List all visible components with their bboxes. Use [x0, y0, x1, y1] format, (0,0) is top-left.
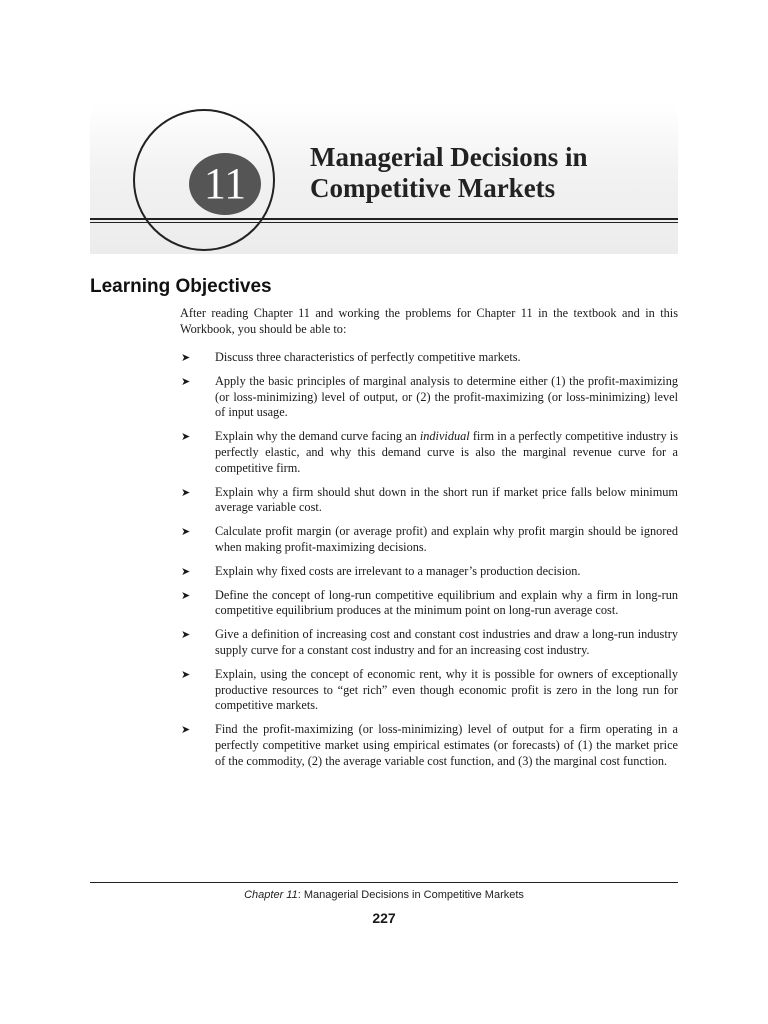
- objective-text: Give a definition of increasing cost and constant cost industries and draw a long-run industry supply curve for a constant cost industry and for an increasing cost industry.: [215, 627, 678, 657]
- objective-text: Find the profit-maximizing (or loss-minimizing) level of output for a firm operating in a perfectly competitive market using empirical estimates (or forecasts) of (1) the market price of the commodity, (2) the average variable cost function, and (3) the marginal cost function.: [215, 722, 678, 768]
- chapter-number-badge: [189, 153, 261, 215]
- objective-item: [180, 524, 678, 556]
- objective-text: Define the concept of long-run competitive equilibrium and explain why a firm in long-run competitive equilibrium produces at the minimum point on long-run average cost.: [215, 587, 678, 618]
- footer-chapter-title: : Managerial Decisions in Competitive Markets: [297, 889, 524, 901]
- chapter-title-line-2: Competitive Markets: [310, 173, 556, 203]
- objective-item: [180, 485, 678, 517]
- objective-item: [180, 627, 678, 659]
- arrow-bullet-icon: ➤: [181, 525, 191, 539]
- objective-item: [180, 429, 678, 476]
- objective-text: Explain, using the concept of economic rent, why it is possible for owners of exceptionally productive resources to “get rich” even though economic profit is zero in the long run for competitive markets.: [215, 666, 678, 713]
- chapter-title: [310, 142, 670, 204]
- footer-rule: [90, 882, 678, 883]
- objective-text: Discuss three characteristics of perfectly competitive markets.: [215, 350, 521, 364]
- objective-text: Apply the basic principles of marginal analysis to determine either (1) the profit-maximizing (or loss-minimizing) level of output, or (2) the profit-maximizing (or loss-minimizing) level of input usage.: [215, 373, 678, 420]
- objective-item: [180, 667, 678, 714]
- running-footer: [90, 889, 678, 901]
- objective-text: [215, 429, 678, 475]
- objective-item: [180, 374, 678, 421]
- arrow-bullet-icon: ➤: [181, 564, 191, 578]
- arrow-bullet-icon: ➤: [181, 430, 191, 444]
- objective-text-part: firm in a perfectly competitive industry is perfectly elastic, and why this demand curve is also the marginal revenue curve for a competitive firm.: [215, 429, 678, 475]
- arrow-bullet-icon: ➤: [181, 588, 191, 602]
- section-heading: Learning Objectives: [90, 276, 272, 297]
- objective-text: Explain why a firm should shut down in the short run if market price falls below minimum average variable cost.: [215, 484, 678, 515]
- objective-item: [180, 588, 678, 620]
- arrow-bullet-icon: ➤: [181, 667, 191, 681]
- arrow-bullet-icon: ➤: [181, 723, 191, 737]
- footer-chapter-label: Chapter 11: [244, 889, 298, 901]
- arrow-bullet-icon: ➤: [181, 374, 191, 388]
- intro-paragraph: After reading Chapter 11 and working the problems for Chapter 11 in the textbook and in this Workbook, you should be able to:: [180, 306, 678, 336]
- objective-text: Explain why fixed costs are irrelevant to a manager’s production decision.: [215, 563, 581, 578]
- objective-text: Calculate profit margin (or average profit) and explain why profit margin should be ignored when making profit-maximizing decisions.: [215, 524, 678, 554]
- objective-item: [180, 564, 678, 580]
- objective-item: [180, 722, 678, 769]
- chapter-number: 11: [203, 159, 247, 208]
- objective-item: [180, 350, 678, 366]
- arrow-bullet-icon: ➤: [181, 351, 191, 364]
- page-number: 227: [372, 910, 396, 926]
- objective-emphasis: individual: [419, 429, 470, 444]
- objectives-list: [180, 350, 678, 778]
- arrow-bullet-icon: ➤: [181, 485, 191, 499]
- objective-text-part: Explain why the demand curve facing an: [215, 429, 420, 444]
- chapter-title-line-1: Managerial Decisions in: [310, 142, 588, 172]
- arrow-bullet-icon: ➤: [181, 628, 191, 642]
